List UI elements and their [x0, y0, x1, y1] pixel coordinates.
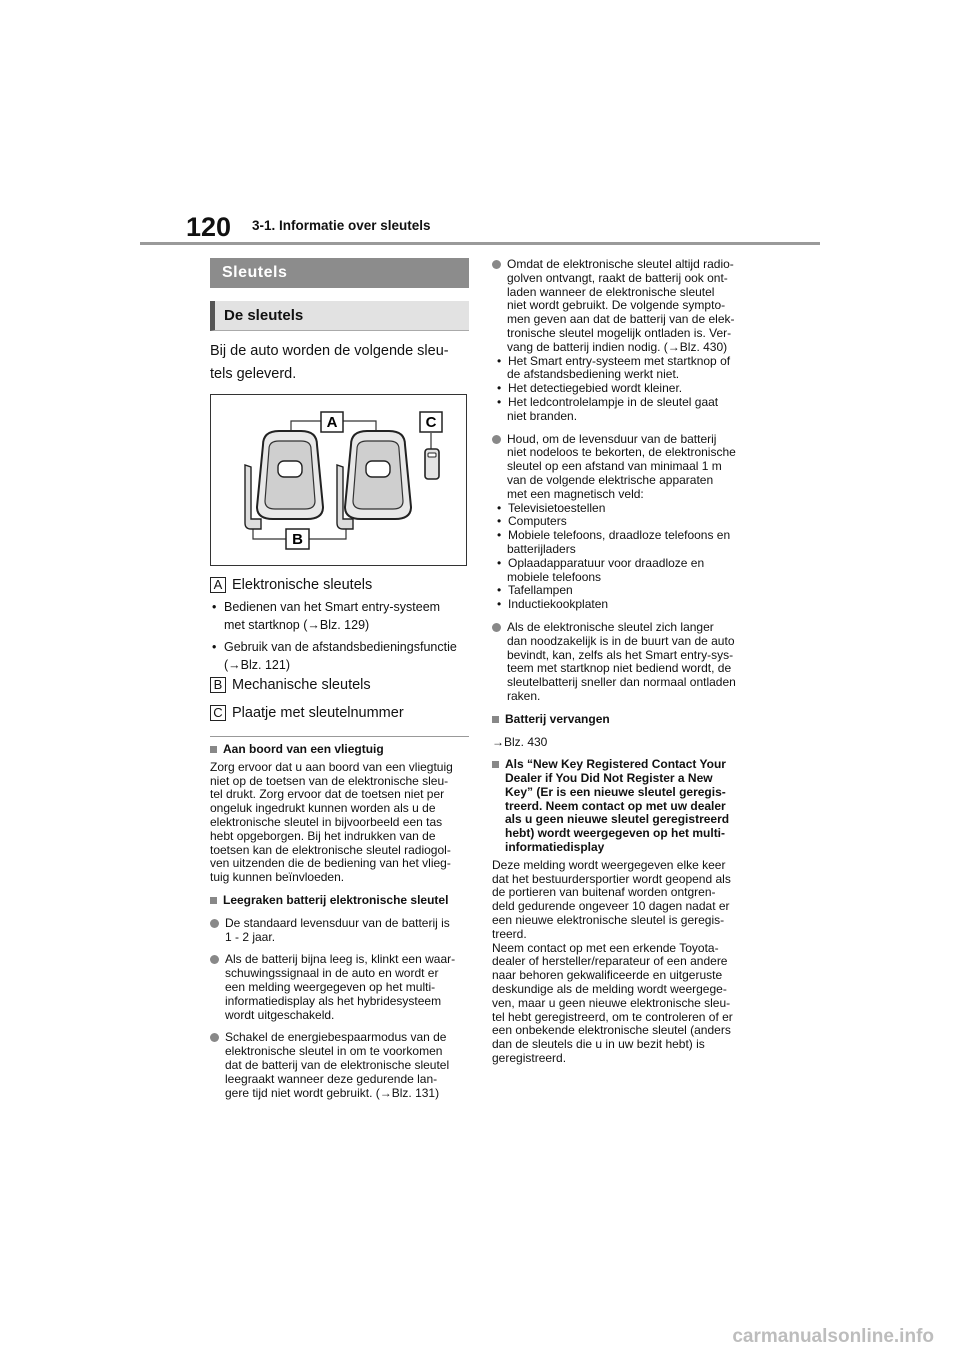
keys-illustration [210, 394, 467, 566]
list-item: • Computers [497, 514, 567, 529]
intro-line: Bij de auto worden de volgende sleu- [210, 343, 449, 359]
legend-a-bullets [212, 598, 474, 674]
circle-bullet-icon [492, 623, 501, 632]
list-item-continued: (→Blz. 121) [224, 658, 290, 672]
list-item: • Oplaadapparatuur voor draadloze en [497, 555, 705, 570]
note-paragraph: Deze melding wordt weergegeven elke keer dat het bestuurdersportier wordt geopend als de portieren van buitenaf worden ontgren- deld gedurende ongeveer 10 dagen nadat er een nieuwe elektronische sleutel is geregis- treerd. Neem contact op met een erkende Toyota- dealer of hersteller/reparateur of een andere naar behoren gekwalificeerde en uitgeruste deskundige als de melding wordt weergege- ven, maar u geen nieuwe elektronische sleu- tel hebt geregistreerd, om te controleren of er een onbekende elektronische sleutel (anders dan de sleutels die u in uw bezit hebt) is geregistreerd. [492, 857, 733, 1066]
note-heading: Aan boord van een vliegtuig [210, 743, 472, 757]
intro-line: tels geleverd. [210, 366, 297, 382]
circle-bullet-icon [210, 1033, 219, 1042]
circle-item: Houd, om de levensduur van de batterij niet nodeloos te bekorten, de elektronische sleutel op een afstand van minimaal 1 m van de volgende elektrische apparaten met een magnetisch veld: [492, 433, 760, 502]
legend-b [210, 676, 371, 694]
header-rule [140, 242, 820, 245]
circle-bullet-icon [492, 260, 501, 269]
list-item: • Het detectiegebied wordt kleiner. [497, 381, 683, 396]
legend-text-c: Plaatje met sleutelnummer [232, 705, 404, 721]
key-number-plate [425, 449, 439, 479]
list-item: • Het Smart entry-systeem met startknop of [497, 353, 731, 368]
list-item: • Bedienen van het Smart entry-systeem [212, 600, 441, 614]
note-paragraph: Zorg ervoor dat u aan boord van een vliegtuig niet op de toetsen van de elektronische sleu- tel drukt. Zorg ervoor dat de toetsen niet per ongeluk ingedrukt kunnen worden als u de elektronische sleutel in bijvoorbeeld een tas hebt opgeborgen. Bij het indrukken van de toetsen kan de elektronische sleutel radiogol- ven uitzenden die de bediening van het vlieg- tuig kunnen beïnvloeden. [210, 759, 453, 885]
circle-item: Als de batterij bijna leeg is, klinkt een waar- schuwingssignaal in de auto en wordt er een melding weergegeven op het multi- informatiedisplay als het hybridesysteem wordt uitgeschakeld. [210, 953, 472, 1022]
legend-tag-a: A [210, 577, 226, 593]
page-reference: →Blz. 430 [492, 734, 548, 749]
legend-a [210, 576, 372, 594]
circle-bullet-icon [210, 955, 219, 964]
circle-bullet-icon [210, 919, 219, 928]
subsection-title: De sleutels [210, 301, 469, 331]
square-bullet-icon [210, 897, 217, 904]
watermark: carmanualsonline.info [732, 1326, 934, 1347]
legend-text-b: Mechanische sleutels [232, 677, 371, 693]
figure-label-b: B [292, 531, 303, 548]
figure-label-c: C [425, 414, 437, 431]
note-heading: Als “New Key Registered Contact Your Dealer if You Did Not Register a New Key” (Er is een nieuwe sleutel geregis- treerd. Neem contact op met uw dealer als u geen nieuwe sleutel geregistreerd hebt) wordt weergegeven op het multi- informatiedisplay [492, 758, 760, 855]
intro-text [210, 340, 472, 386]
list-item: • Inductiekookplaten [497, 597, 609, 612]
note-heading: Leegraken batterij elektronische sleutel [210, 894, 472, 908]
chapter-title: 3-1. Informatie over sleutels [252, 218, 431, 233]
section-divider [210, 736, 469, 737]
circle-item: Als de elektronische sleutel zich langer dan noodzakelijk is in de buurt van de auto bevindt, kan, zelfs als het Smart entry-sys- teem met startknop niet bediend wordt, de sleutelbatterij sneller dan normaal ontladen raken. [492, 621, 760, 704]
circle-item: Schakel de energiebespaarmodus van de elektronische sleutel in om te voorkomen dat de batterij van de elektronische sleutel leegraakt wanneer deze gedurende lan- gere tijd niet wordt gebruikt. (→Blz. 131) [210, 1031, 472, 1100]
legend-text-a: Elektronische sleutels [232, 577, 373, 593]
legend-tag-c: C [210, 705, 226, 721]
keys-drawing [211, 395, 466, 565]
list-item-continued: batterijladers [507, 541, 576, 556]
circle-bullet-icon [492, 435, 501, 444]
right-notes [492, 258, 760, 1066]
list-item: • Gebruik van de afstandsbedieningsfunctie [212, 640, 457, 654]
legend-c [210, 704, 404, 722]
section-title: Sleutels [210, 258, 469, 288]
square-bullet-icon [210, 746, 217, 753]
circle-item: Omdat de elektronische sleutel altijd radio- golven ontvangt, raakt de batterij ook ont- laden wanneer de elektronische sleutel niet wordt gebruikt. De volgende sympto- men geven aan dat de batterij van de elek- tronische sleutel mogelijk ontladen is. Ver- vang de batterij indien nodig. (→Blz. 430) [492, 258, 760, 355]
electronic-key-2 [337, 431, 411, 529]
list-item: • Mobiele telefoons, draadloze telefoons en [497, 528, 731, 543]
left-notes [210, 743, 472, 1100]
square-bullet-icon [492, 761, 499, 768]
legend-tag-b: B [210, 677, 226, 693]
note-heading: Batterij vervangen [492, 713, 760, 727]
list-item-continued: de afstandsbediening werkt niet. [507, 367, 680, 382]
square-bullet-icon [492, 716, 499, 723]
page-number: 120 [186, 212, 232, 242]
list-item: • Televisietoestellen [497, 500, 606, 515]
list-item-continued: met startknop (→Blz. 129) [224, 618, 370, 632]
list-item: • Tafellampen [497, 583, 573, 598]
electronic-key-1 [245, 431, 323, 529]
figure-label-a: A [326, 414, 338, 431]
list-item-continued: mobiele telefoons [507, 569, 602, 584]
list-item: • Het ledcontrolelampje in de sleutel gaat [497, 394, 719, 409]
circle-item: De standaard levensduur van de batterij is 1 - 2 jaar. [210, 917, 472, 945]
list-item-continued: niet branden. [507, 408, 578, 423]
